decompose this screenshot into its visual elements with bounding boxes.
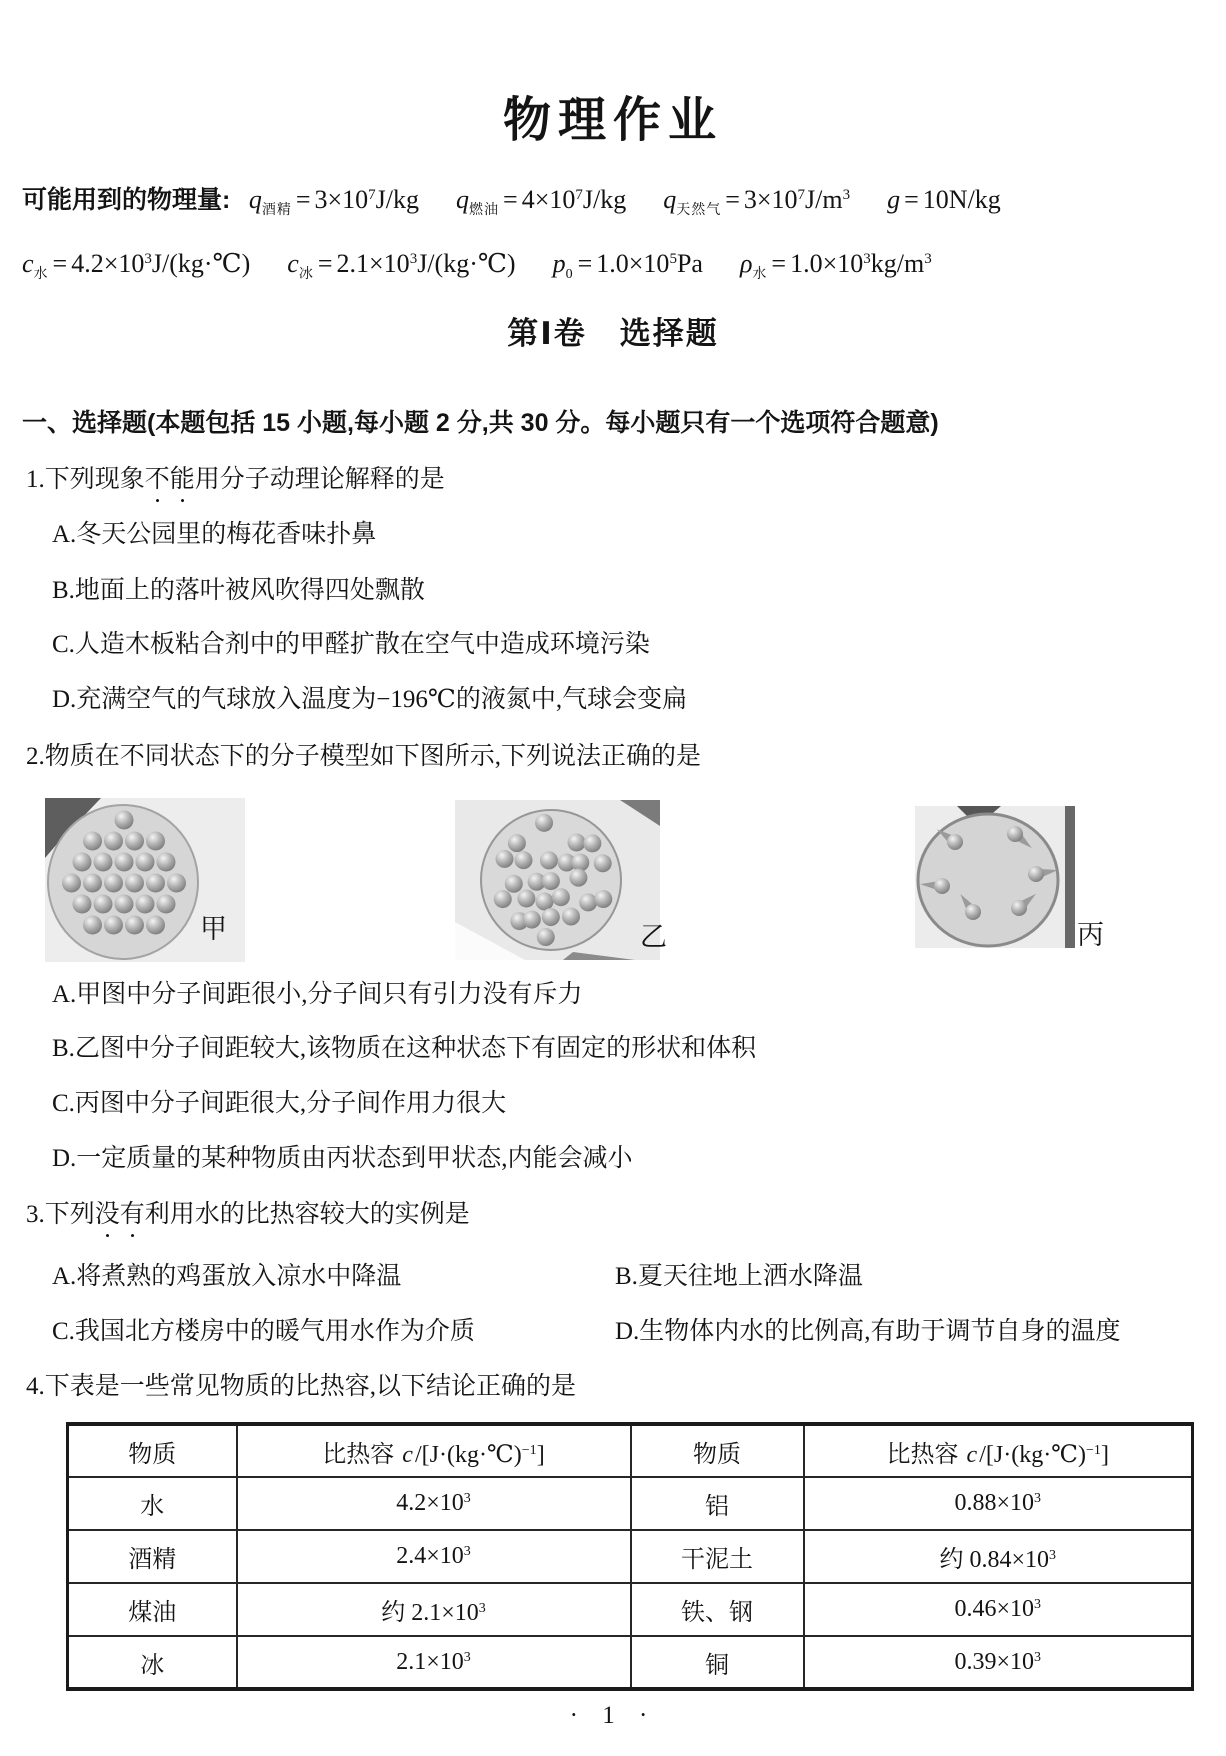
- substance-cell: 水: [68, 1477, 237, 1530]
- table-body: [68, 1477, 1193, 1689]
- constants-line-2: [22, 242, 969, 292]
- table-header-cell: 比热容 c/[J·(kg·℃)$^{-1}$]: [804, 1424, 1193, 1477]
- physical-quantity-p0: $p_0 = 1.0\times 10^5Pa$: [552, 249, 703, 282]
- question-4-stem: 4.下表是一些常见物质的比热容,以下结论正确的是: [26, 1373, 577, 1400]
- table-header-cell: 比热容 c/[J·(kg·℃)$^{-1}$]: [237, 1424, 631, 1477]
- molecular-model-liquid-image: [455, 800, 660, 960]
- constants-label: 可能用到的物理量:: [22, 186, 231, 214]
- substance-cell: 铝: [631, 1477, 804, 1530]
- page-title: 物理作业: [502, 94, 723, 148]
- physical-quantity-ρ水: $\rho_水 = 1.0\times 10^3kg/m^3$: [739, 249, 932, 282]
- question-2-option-c: C.丙图中分子间距很大,分子间作用力很大: [52, 1090, 507, 1117]
- substance-cell: 铁、钢: [631, 1583, 804, 1636]
- molecular-model-figure-gas: [915, 806, 1115, 948]
- question-3-option-c: C.我国北方楼房中的暖气用水作为介质: [52, 1318, 475, 1345]
- physical-quantity-q燃油: $q_{燃油} = 4\times 10^7J/kg$: [456, 185, 627, 218]
- question-3-option-a: A.将煮熟的鸡蛋放入凉水中降温: [52, 1263, 402, 1290]
- question-1-option-c: C.人造木板粘合剂中的甲醛扩散在空气中造成环境污染: [52, 631, 650, 658]
- question-1-option-a: A.冬天公园里的梅花香味扑鼻: [52, 521, 377, 548]
- table-header-row: [68, 1424, 1193, 1477]
- substance-cell: 酒精: [68, 1530, 237, 1583]
- physical-quantity-q天然气: $q_{天然气} = 3\times 10^7J/m^3$: [663, 185, 851, 218]
- question-3-stem: [26, 1200, 470, 1243]
- question-2-option-a: A.甲图中分子间距很小,分子间只有引力没有斥力: [52, 981, 583, 1008]
- page-number: · 1 ·: [569, 1702, 657, 1729]
- molecular-model-figure-solid: [45, 798, 277, 962]
- heat-capacity-cell: 约 $0.84\times 10^3$: [804, 1530, 1193, 1583]
- heat-capacity-cell: 约 $2.1\times 10^3$: [237, 1583, 631, 1636]
- physical-quantity-g: g = 10N/kg: [887, 185, 1001, 214]
- question-2-option-b: B.乙图中分子间距较大,该物质在这种状态下有固定的形状和体积: [52, 1035, 757, 1062]
- figure-label-gas: 丙: [1077, 920, 1104, 950]
- constants-line-1: [22, 178, 1038, 228]
- physical-quantity-c冰: $c_冰$ = $2.1\times 10^3J/(kg\cdot℃)$: [287, 249, 516, 282]
- table-row: [68, 1530, 1193, 1583]
- table-row: [68, 1477, 1193, 1530]
- question-1-text-post: 用分子动理论解释的是: [194, 466, 445, 493]
- table-header-cell: 物质: [631, 1424, 804, 1477]
- question-1-emphasized-text: 不能: [144, 466, 195, 493]
- section-title: 第Ⅰ卷 选择题: [507, 316, 719, 351]
- question-1-stem: [26, 465, 445, 508]
- question-1-text-pre: 1.下列现象: [26, 466, 145, 493]
- physical-quantity-c水: $c_水$ = $4.2\times 10^3J/(kg\cdot℃)$: [22, 249, 251, 282]
- question-3-option-b: B.夏天往地上洒水降温: [615, 1263, 863, 1290]
- molecular-model-figure-liquid: [455, 800, 677, 960]
- table-row: [68, 1583, 1193, 1636]
- question-1-option-b: B.地面上的落叶被风吹得四处飘散: [52, 577, 425, 604]
- figure-label-solid: 甲: [200, 914, 227, 944]
- heat-capacity-cell: $2.4\times 10^3$: [237, 1530, 631, 1583]
- substance-cell: 干泥土: [631, 1530, 804, 1583]
- question-2-stem: 2.物质在不同状态下的分子模型如下图所示,下列说法正确的是: [26, 743, 702, 770]
- table-head: [68, 1424, 1193, 1477]
- substance-cell: 冰: [68, 1636, 237, 1689]
- molecular-model-gas-image: [915, 806, 1075, 948]
- heat-capacity-cell: $0.88\times 10^3$: [804, 1477, 1193, 1530]
- specific-heat-table: [66, 1422, 1194, 1691]
- question-3-text-pre: 3.下列: [26, 1201, 95, 1228]
- heat-capacity-cell: $0.46\times 10^3$: [804, 1583, 1193, 1636]
- table-header-cell: 物质: [68, 1424, 237, 1477]
- figure-label-liquid: 乙: [640, 922, 667, 952]
- table-row: [68, 1636, 1193, 1689]
- heat-capacity-cell: $2.1\times 10^3$: [237, 1636, 631, 1689]
- substance-cell: 铜: [631, 1636, 804, 1689]
- section-instruction: 一、选择题(本题包括 15 小题,每小题 2 分,共 30 分。每小题只有一个选项符合题意): [22, 409, 939, 437]
- question-3-option-d: D.生物体内水的比例高,有助于调节自身的温度: [615, 1318, 1121, 1345]
- question-3-text-post: 利用水的比热容较大的实例是: [144, 1201, 470, 1228]
- question-1-option-d: D.充满空气的气球放入温度为−196℃的液氮中,气球会变扁: [52, 686, 688, 713]
- substance-cell: 煤油: [68, 1583, 237, 1636]
- heat-capacity-cell: $4.2\times 10^3$: [237, 1477, 631, 1530]
- question-3-emphasized-text: 没有: [94, 1201, 145, 1228]
- question-2-option-d: D.一定质量的某种物质由丙状态到甲状态,内能会减小: [52, 1145, 633, 1172]
- heat-capacity-cell: $0.39\times 10^3$: [804, 1636, 1193, 1689]
- physical-quantity-q酒精: $q_{酒精} = 3\times 10^7J/kg$: [248, 185, 420, 218]
